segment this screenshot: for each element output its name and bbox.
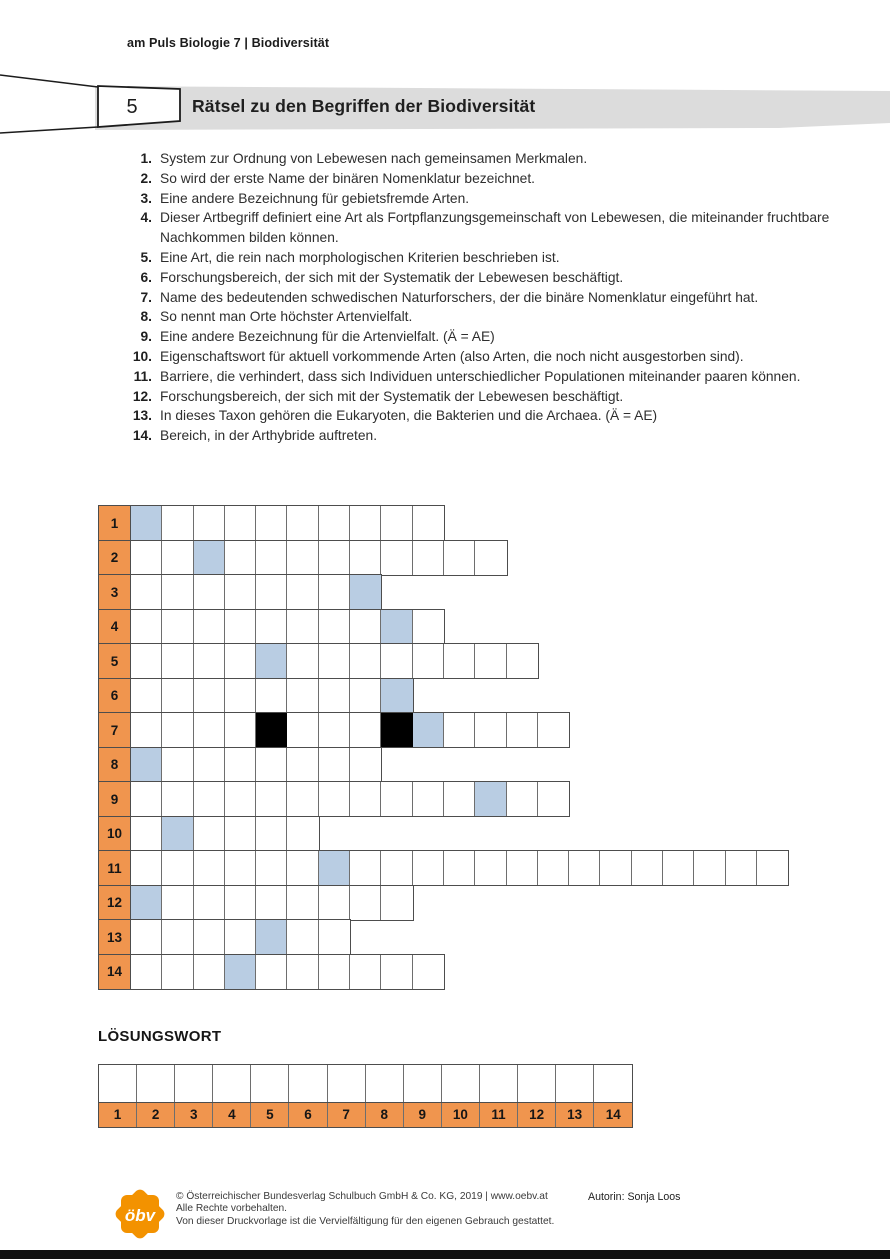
- solution-number-cell: 5: [251, 1103, 289, 1127]
- grid-cell: [256, 851, 287, 885]
- solution-number-row: [98, 1102, 633, 1128]
- grid-cell: [381, 851, 412, 885]
- grid-cell: [319, 506, 350, 540]
- grid-cell: [225, 506, 256, 540]
- grid-cell: [162, 541, 193, 575]
- grid-cell: [413, 541, 444, 575]
- grid-row-number: 2: [99, 541, 131, 575]
- clue-text: Eine andere Bezeichnung für die Artenvielfalt. (Ä = AE): [160, 329, 495, 345]
- grid-row: [98, 885, 414, 921]
- clue-item: [132, 347, 862, 367]
- grid-cell: [131, 644, 162, 678]
- grid-cell: [162, 886, 193, 920]
- grid-row: [98, 850, 789, 886]
- grid-cell: [194, 679, 225, 713]
- grid-row: [98, 540, 508, 576]
- clue-text: Dieser Artbegriff definiert eine Art als Fortpflanzungsgemeinschaft von Lebewesen, die miteinander fruchtbare Nachkommen bilden können.: [160, 210, 830, 246]
- grid-row-number: 6: [99, 679, 131, 713]
- grid-cell: [225, 782, 256, 816]
- grid-cell: [256, 886, 287, 920]
- task-number: 5: [126, 96, 138, 118]
- grid-cell: [225, 610, 256, 644]
- copyright-text: [176, 1191, 554, 1228]
- grid-cell: [319, 920, 350, 954]
- solution-number-cell: 6: [289, 1103, 327, 1127]
- clue-text: Barriere, die verhindert, dass sich Individuen unterschiedlicher Populationen miteinander paaren können.: [160, 368, 801, 384]
- clue-text: So wird der erste Name der binären Nomenklatur bezeichnet.: [160, 170, 536, 186]
- grid-cell: [475, 644, 506, 678]
- grid-row-number: 4: [99, 610, 131, 644]
- clue-number: 3.: [140, 190, 152, 206]
- grid-cell: [726, 851, 757, 885]
- grid-cell-highlight: [413, 713, 444, 747]
- grid-cell-separator: [381, 713, 412, 747]
- grid-cell: [162, 955, 193, 989]
- grid-cell: [600, 851, 631, 885]
- grid-cell: [569, 851, 600, 885]
- grid-row-number: 1: [99, 506, 131, 540]
- grid-cell: [225, 920, 256, 954]
- clue-item: [132, 169, 862, 189]
- grid-cell: [162, 506, 193, 540]
- grid-cell: [757, 851, 788, 885]
- grid-cell: [319, 748, 350, 782]
- grid-row: [98, 609, 445, 645]
- grid-cell: [287, 610, 318, 644]
- grid-cell: [162, 748, 193, 782]
- grid-row: [98, 643, 539, 679]
- grid-cell: [319, 679, 350, 713]
- grid-cell: [225, 644, 256, 678]
- task-number-box: [0, 65, 185, 135]
- solution-number-cell: 3: [175, 1103, 213, 1127]
- solution-cell: [442, 1065, 480, 1103]
- grid-row: [98, 954, 445, 990]
- grid-cell: [381, 644, 412, 678]
- grid-cell: [350, 679, 381, 713]
- solution-heading: LÖSUNGSWORT: [98, 1028, 222, 1045]
- clue-number: 14.: [132, 428, 152, 444]
- solution-cell: [556, 1065, 594, 1103]
- clue-number: 6.: [140, 269, 152, 285]
- grid-cell: [413, 610, 444, 644]
- clue-text: Name des bedeutenden schwedischen Naturforschers, der die binäre Nomenklatur eingeführt hat.: [160, 289, 759, 305]
- solution-number-cell: 14: [605, 1107, 621, 1123]
- grid-cell: [162, 679, 193, 713]
- grid-cell-highlight: [162, 817, 193, 851]
- grid-cell: [194, 748, 225, 782]
- grid-cell: [287, 955, 318, 989]
- grid-cell: [256, 541, 287, 575]
- solution-number-cell: 13: [556, 1103, 594, 1127]
- grid-row: [98, 712, 570, 748]
- grid-cell: [194, 920, 225, 954]
- clue-item: [132, 288, 862, 308]
- grid-cell: [538, 851, 569, 885]
- grid-cell: [319, 644, 350, 678]
- grid-cell: [131, 713, 162, 747]
- grid-cell-separator: [256, 713, 287, 747]
- grid-cell: [131, 920, 162, 954]
- grid-cell: [350, 955, 381, 989]
- solution-cell: [137, 1065, 175, 1103]
- solution-cell: [99, 1065, 137, 1103]
- grid-cell: [287, 506, 318, 540]
- grid-cell: [350, 506, 381, 540]
- grid-row-number: 10: [99, 817, 131, 851]
- grid-cell: [225, 541, 256, 575]
- grid-cell-highlight: [131, 886, 162, 920]
- grid-cell: [162, 610, 193, 644]
- clue-item: [132, 367, 862, 387]
- page-bottom-bar: [0, 1250, 890, 1259]
- grid-row-number: 11: [99, 851, 131, 885]
- clue-text: So nennt man Orte höchster Artenvielfalt.: [160, 309, 413, 325]
- grid-cell: [319, 782, 350, 816]
- grid-cell: [287, 920, 318, 954]
- clue-text: Eigenschaftswort für aktuell vorkommende Arten (also Arten, die noch nicht ausgestorben sind).: [160, 348, 744, 364]
- grid-cell: [475, 851, 506, 885]
- clue-number: 4.: [140, 210, 152, 226]
- grid-cell: [350, 610, 381, 644]
- grid-cell-highlight: [256, 920, 287, 954]
- grid-cell: [350, 644, 381, 678]
- solution-cell: [213, 1065, 251, 1103]
- grid-row: [98, 816, 320, 852]
- grid-cell-highlight: [194, 541, 225, 575]
- grid-cell-highlight: [381, 610, 412, 644]
- grid-cell: [162, 644, 193, 678]
- grid-cell: [444, 541, 475, 575]
- grid-row-number: 5: [99, 644, 131, 678]
- clue-text: Eine Art, die rein nach morphologischen Kriterien beschrieben ist.: [160, 249, 560, 265]
- solution-number-cell: 10: [442, 1103, 480, 1127]
- grid-cell: [381, 886, 412, 920]
- solution-number-cell: 4: [213, 1103, 251, 1127]
- grid-cell: [256, 679, 287, 713]
- grid-cell: [413, 506, 444, 540]
- grid-row-number: 13: [99, 920, 131, 954]
- grid-cell: [131, 851, 162, 885]
- grid-cell-highlight: [350, 575, 381, 609]
- crossword-grid: [98, 505, 858, 1005]
- grid-cell: [287, 886, 318, 920]
- solution-cell: [594, 1065, 632, 1103]
- grid-row: [98, 505, 445, 541]
- clue-number: 9.: [140, 329, 152, 345]
- grid-cell: [350, 541, 381, 575]
- clue-item: [132, 268, 862, 288]
- grid-cell: [507, 713, 538, 747]
- clue-item: [132, 307, 862, 327]
- grid-cell: [162, 920, 193, 954]
- grid-row-number: 9: [99, 782, 131, 816]
- grid-cell: [444, 851, 475, 885]
- grid-cell: [256, 610, 287, 644]
- page-title: Rätsel zu den Begriffen der Biodiversität: [192, 96, 536, 116]
- grid-row-number: 8: [99, 748, 131, 782]
- grid-cell: [131, 679, 162, 713]
- grid-cell: [350, 713, 381, 747]
- author-credit: Autorin: Sonja Loos: [588, 1191, 681, 1203]
- clue-text: Eine andere Bezeichnung für gebietsfremde Arten.: [160, 190, 470, 206]
- grid-cell: [162, 575, 193, 609]
- grid-cell: [287, 575, 318, 609]
- clue-number: 11.: [133, 368, 152, 384]
- clue-number: 13.: [132, 408, 152, 424]
- grid-cell: [319, 541, 350, 575]
- grid-row-number: 12: [99, 886, 131, 920]
- grid-cell: [287, 644, 318, 678]
- solution-letter-row: [98, 1064, 633, 1104]
- grid-cell: [131, 541, 162, 575]
- grid-cell: [381, 955, 412, 989]
- grid-cell: [256, 575, 287, 609]
- clue-item: [132, 387, 862, 407]
- grid-cell: [225, 748, 256, 782]
- clue-number: 8.: [140, 309, 152, 325]
- clue-item: [132, 406, 862, 426]
- grid-row: [98, 678, 414, 714]
- grid-cell-highlight: [319, 851, 350, 885]
- clue-number: 10.: [132, 348, 152, 364]
- clue-text: Bereich, in der Arthybride auftreten.: [160, 428, 378, 444]
- grid-cell: [162, 851, 193, 885]
- grid-cell: [319, 610, 350, 644]
- clue-item: [132, 327, 862, 347]
- copyright-line-1: © Österreichischer Bundesverlag Schulbuch GmbH & Co. KG, 2019 | www.oebv.at: [176, 1191, 548, 1202]
- grid-cell: [287, 541, 318, 575]
- grid-cell: [444, 782, 475, 816]
- clue-text: Forschungsbereich, der sich mit der Systematik der Lebewesen beschäftigt.: [160, 388, 624, 404]
- grid-cell: [350, 748, 381, 782]
- grid-cell: [413, 955, 444, 989]
- grid-cell: [256, 955, 287, 989]
- grid-cell-highlight: [381, 679, 412, 713]
- grid-cell: [319, 886, 350, 920]
- grid-cell: [256, 782, 287, 816]
- clue-item: [132, 426, 862, 446]
- grid-cell: [444, 713, 475, 747]
- grid-cell: [287, 748, 318, 782]
- grid-cell: [194, 506, 225, 540]
- clues-list: [132, 149, 862, 446]
- grid-row: [98, 781, 570, 817]
- copyright-line-3: Von dieser Druckvorlage ist die Vervielfältigung für den eigenen Gebrauch gestattet.: [176, 1215, 555, 1227]
- grid-cell: [131, 955, 162, 989]
- solution-cell: [328, 1065, 366, 1103]
- grid-cell: [507, 644, 538, 678]
- grid-cell: [319, 713, 350, 747]
- solution-number-cell: 12: [518, 1103, 556, 1127]
- grid-cell: [225, 575, 256, 609]
- clue-number: 2.: [140, 170, 152, 186]
- grid-cell: [194, 955, 225, 989]
- grid-cell: [194, 575, 225, 609]
- solution-number-cell: 8: [366, 1103, 404, 1127]
- clue-text: System zur Ordnung von Lebewesen nach gemeinsamen Merkmalen.: [160, 151, 588, 166]
- grid-cell: [225, 886, 256, 920]
- clue-number: 1.: [140, 151, 152, 166]
- clue-item: [132, 149, 862, 169]
- clue-item: [132, 208, 862, 248]
- solution-number-cell: 7: [328, 1103, 366, 1127]
- grid-cell-highlight: [475, 782, 506, 816]
- grid-cell: [350, 782, 381, 816]
- grid-cell: [350, 886, 381, 920]
- grid-cell: [194, 851, 225, 885]
- grid-cell: [131, 817, 162, 851]
- grid-cell: [350, 851, 381, 885]
- clue-text: In dieses Taxon gehören die Eukaryoten, die Bakterien und die Archaea. (Ä = AE): [160, 408, 658, 424]
- solution-cell: [480, 1065, 518, 1103]
- grid-cell: [194, 713, 225, 747]
- grid-cell: [663, 851, 694, 885]
- grid-row: [98, 747, 382, 783]
- grid-cell-highlight: [225, 955, 256, 989]
- grid-cell: [381, 782, 412, 816]
- logo-text: öbv: [124, 1206, 156, 1225]
- grid-cell: [319, 575, 350, 609]
- grid-cell: [225, 817, 256, 851]
- grid-row: [98, 919, 351, 955]
- clue-number: 12.: [132, 388, 152, 404]
- clue-text: Forschungsbereich, der sich mit der Systematik der Lebewesen beschäftigt.: [160, 269, 624, 285]
- grid-cell: [413, 644, 444, 678]
- grid-cell: [694, 851, 725, 885]
- grid-cell: [256, 506, 287, 540]
- grid-row-number: 14: [99, 955, 131, 989]
- grid-cell: [287, 851, 318, 885]
- grid-cell: [287, 713, 318, 747]
- grid-cell: [194, 610, 225, 644]
- solution-cell: [404, 1065, 442, 1103]
- grid-cell: [256, 817, 287, 851]
- grid-cell: [287, 782, 318, 816]
- grid-cell: [194, 782, 225, 816]
- solution-number-cell: 1: [99, 1103, 137, 1127]
- grid-cell: [256, 748, 287, 782]
- grid-cell: [507, 782, 538, 816]
- copyright-line-2: Alle Rechte vorbehalten.: [176, 1203, 287, 1215]
- solution-number-cell: 11: [480, 1103, 518, 1127]
- solution-cell: [366, 1065, 404, 1103]
- clue-number: 7.: [140, 289, 152, 305]
- grid-row-number: 7: [99, 713, 131, 747]
- grid-cell: [225, 679, 256, 713]
- grid-row-number: 3: [99, 575, 131, 609]
- clue-item: [132, 189, 862, 209]
- grid-cell-highlight: [131, 506, 162, 540]
- grid-row: [98, 574, 382, 610]
- grid-cell: [162, 713, 193, 747]
- grid-cell-highlight: [131, 748, 162, 782]
- solution-cell: [175, 1065, 213, 1103]
- solution-number-cell: 9: [404, 1103, 442, 1127]
- grid-cell: [475, 541, 506, 575]
- solution-number-cell: 2: [137, 1103, 175, 1127]
- grid-cell: [538, 713, 569, 747]
- oebv-logo: [112, 1186, 168, 1242]
- grid-cell: [131, 610, 162, 644]
- clue-item: [132, 248, 862, 268]
- grid-cell: [475, 713, 506, 747]
- grid-cell: [444, 644, 475, 678]
- grid-cell: [413, 782, 444, 816]
- grid-cell: [381, 541, 412, 575]
- solution-cell: [518, 1065, 556, 1103]
- grid-cell: [131, 575, 162, 609]
- grid-cell: [381, 506, 412, 540]
- grid-cell: [319, 955, 350, 989]
- booklet-title: am Puls Biologie 7 | Biodiversität: [127, 36, 330, 50]
- solution-cell: [251, 1065, 289, 1103]
- grid-cell: [413, 851, 444, 885]
- grid-cell: [162, 782, 193, 816]
- grid-cell: [194, 817, 225, 851]
- clue-number: 5.: [140, 249, 152, 265]
- grid-cell: [194, 886, 225, 920]
- grid-cell: [538, 782, 569, 816]
- solution-cell: [289, 1065, 327, 1103]
- grid-cell: [632, 851, 663, 885]
- grid-cell: [131, 782, 162, 816]
- grid-cell: [194, 644, 225, 678]
- grid-cell: [287, 679, 318, 713]
- grid-cell: [225, 851, 256, 885]
- grid-cell: [225, 713, 256, 747]
- grid-cell: [507, 851, 538, 885]
- grid-cell-highlight: [256, 644, 287, 678]
- grid-cell: [287, 817, 318, 851]
